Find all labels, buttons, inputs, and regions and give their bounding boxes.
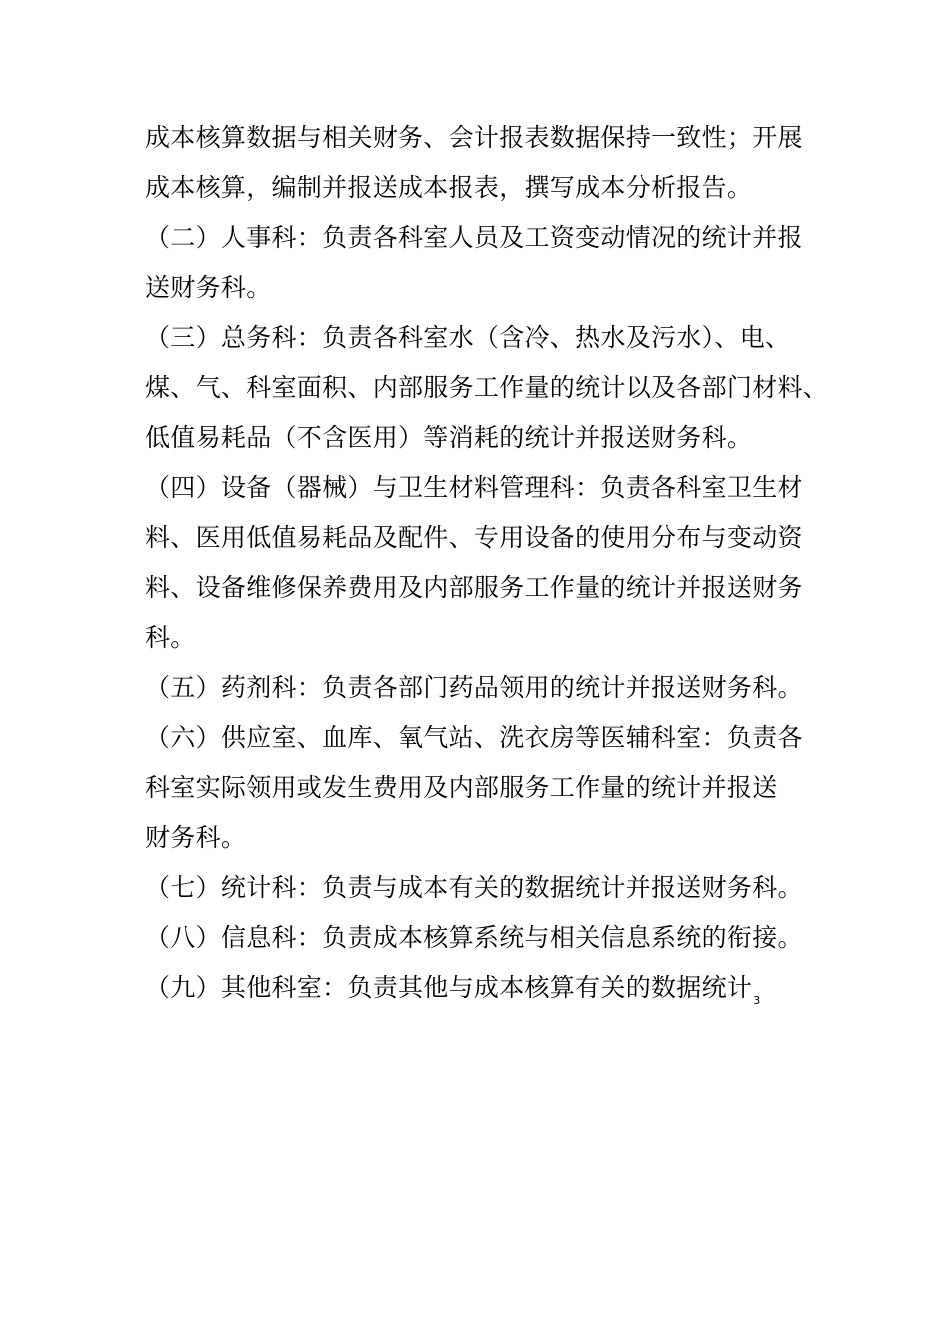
text-line: 科。 — [145, 623, 196, 652]
text-line: （三）总务科：负责各科室水（含冷、热水及污水）、电、 — [145, 323, 791, 352]
text-line: 成本核算数据与相关财务、会计报表数据保持一致性；开展 — [145, 123, 803, 152]
text-line: 送财务科。 — [145, 273, 272, 302]
text-line-content: （九）其他科室：负责其他与成本核算有关的数据统计 — [145, 973, 753, 1002]
text-line: 料、医用低值易耗品及配件、专用设备的使用分布与变动资 — [145, 523, 803, 552]
text-line: 财务科。 — [145, 823, 247, 852]
text-line: （四）设备（器械）与卫生材料管理科：负责各科室卫生材 — [145, 473, 803, 502]
text-line: 料、设备维修保养费用及内部服务工作量的统计并报送财务 — [145, 573, 803, 602]
text-line: （二）人事科：负责各科室人员及工资变动情况的统计并报 — [145, 223, 803, 252]
text-line: 低值易耗品（不含医用）等消耗的统计并报送财务科。 — [145, 423, 753, 452]
text-line: 成本核算，编制并报送成本报表，撰写成本分析报告。 — [145, 173, 753, 202]
text-line: 煤、气、科室面积、内部服务工作量的统计以及各部门材料、 — [145, 373, 829, 402]
text-line-last — [145, 963, 825, 1013]
text-line: （六）供应室、血库、氧气站、洗衣房等医辅科室：负责各 — [145, 723, 803, 752]
body-text — [145, 113, 829, 1013]
text-line: 科室实际领用或发生费用及内部服务工作量的统计并报送 — [145, 773, 778, 802]
text-line: （八）信息科：负责成本核算系统与相关信息系统的衔接。 — [145, 923, 803, 952]
page-number: 3 — [753, 994, 761, 1007]
text-line: （七）统计科：负责与成本有关的数据统计并报送财务科。 — [145, 873, 803, 902]
text-line: （五）药剂科：负责各部门药品领用的统计并报送财务科。 — [145, 673, 803, 702]
